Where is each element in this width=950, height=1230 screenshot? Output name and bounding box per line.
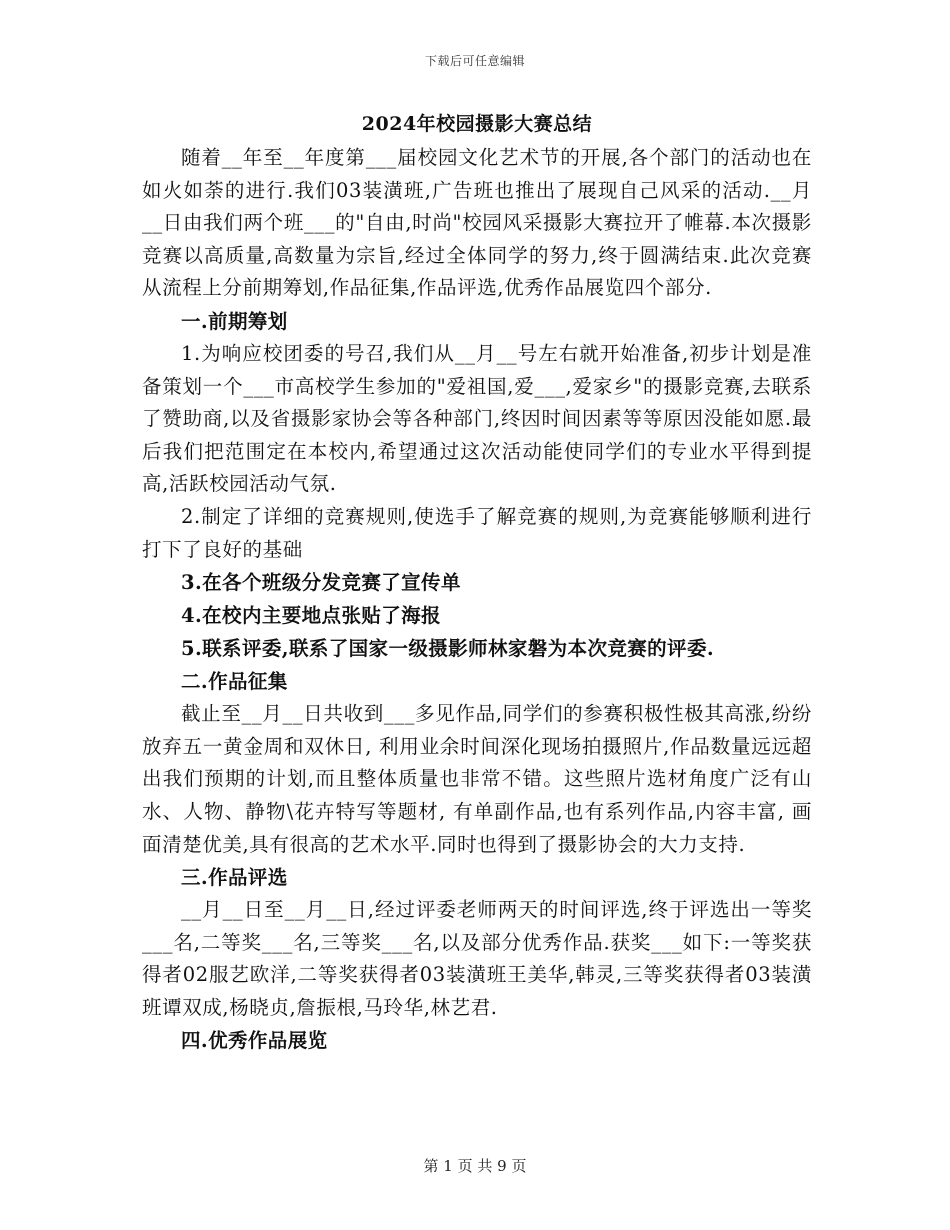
page-number: 第 1 页 共 9 页: [423, 1157, 527, 1175]
planning-item-3: 3.在各个班级分发竞赛了宣传单: [181, 571, 461, 595]
section-heading-judging: 三.作品评选: [181, 866, 288, 890]
planning-item-5: 5.联系评委,联系了国家一级摄影师林家磐为本次竞赛的评委.: [181, 637, 715, 661]
judging-paragraph: __月__日至__月__日,经过评委老师两天的时间评选,终于评选出一等奖___名,二等奖___名,三等奖___名,以及部分优秀作品.获奖___如下:一等奖获得者02服艺欧洋,二等奖获得者03装潢班王美华,韩灵,三等奖获得者03装潢班谭双成,杨晓贞,詹振根,马玲华,林艺君.: [142, 898, 812, 1019]
collection-paragraph: 截止至__月__日共收到___多见作品,同学们的参赛积极性极其高涨,纷纷放弃五一黄金周和双休日, 利用业余时间深化现场拍摄照片,作品数量远远超出我们预期的计划,而且整体质量也非常不错。这些照片选材角度广泛有山水、人物、静物\花卉特写等题材, 有单副作品,也有系列作品,内容丰富, 画面清楚优美,具有很高的艺术水平.同时也得到了摄影协会的大力支持.: [142, 702, 812, 856]
planning-item-1: 1.为响应校团委的号召,我们从__月__号左右就开始准备,初步计划是准备策划一个___市高校学生参加的"爱祖国,爱___,爱家乡"的摄影竞赛,去联系了赞助商,以及省摄影家协会等各种部门,终因时间因素等等原因没能如愿.最后我们把范围定在本校内,希望通过这次活动能使同学们的专业水平得到提高,活跃校园活动气氛.: [142, 341, 812, 496]
section-heading-collection: 二.作品征集: [181, 670, 288, 694]
page-header: 下载后可任意编辑: [424, 54, 525, 68]
document-body: [142, 106, 812, 1057]
section-heading-planning: 一.前期筹划: [181, 309, 288, 333]
section-heading-exhibition: 四.优秀作品展览: [181, 1029, 328, 1053]
document-title: 2024年校园摄影大赛总结: [361, 113, 593, 135]
planning-item-4: 4.在校内主要地点张贴了海报: [181, 604, 441, 628]
intro-paragraph: 随着__年至__年度第___届校园文化艺术节的开展,各个部门的活动也在如火如荼的进行.我们03装潢班,广告班也推出了展现自己风采的活动.__月__日由我们两个班___的"自由,时尚"校园风采摄影大赛拉开了帷幕.本次摄影竞赛以高质量,高数量为宗旨,经过全体同学的努力,终于圆满结束.此次竞赛从流程上分前期筹划,作品征集,作品评选,优秀作品展览四个部分.: [142, 146, 812, 300]
planning-item-2: 2.制定了详细的竞赛规则,使选手了解竞赛的规则,为竞赛能够顺利进行打下了良好的基础: [142, 504, 812, 561]
